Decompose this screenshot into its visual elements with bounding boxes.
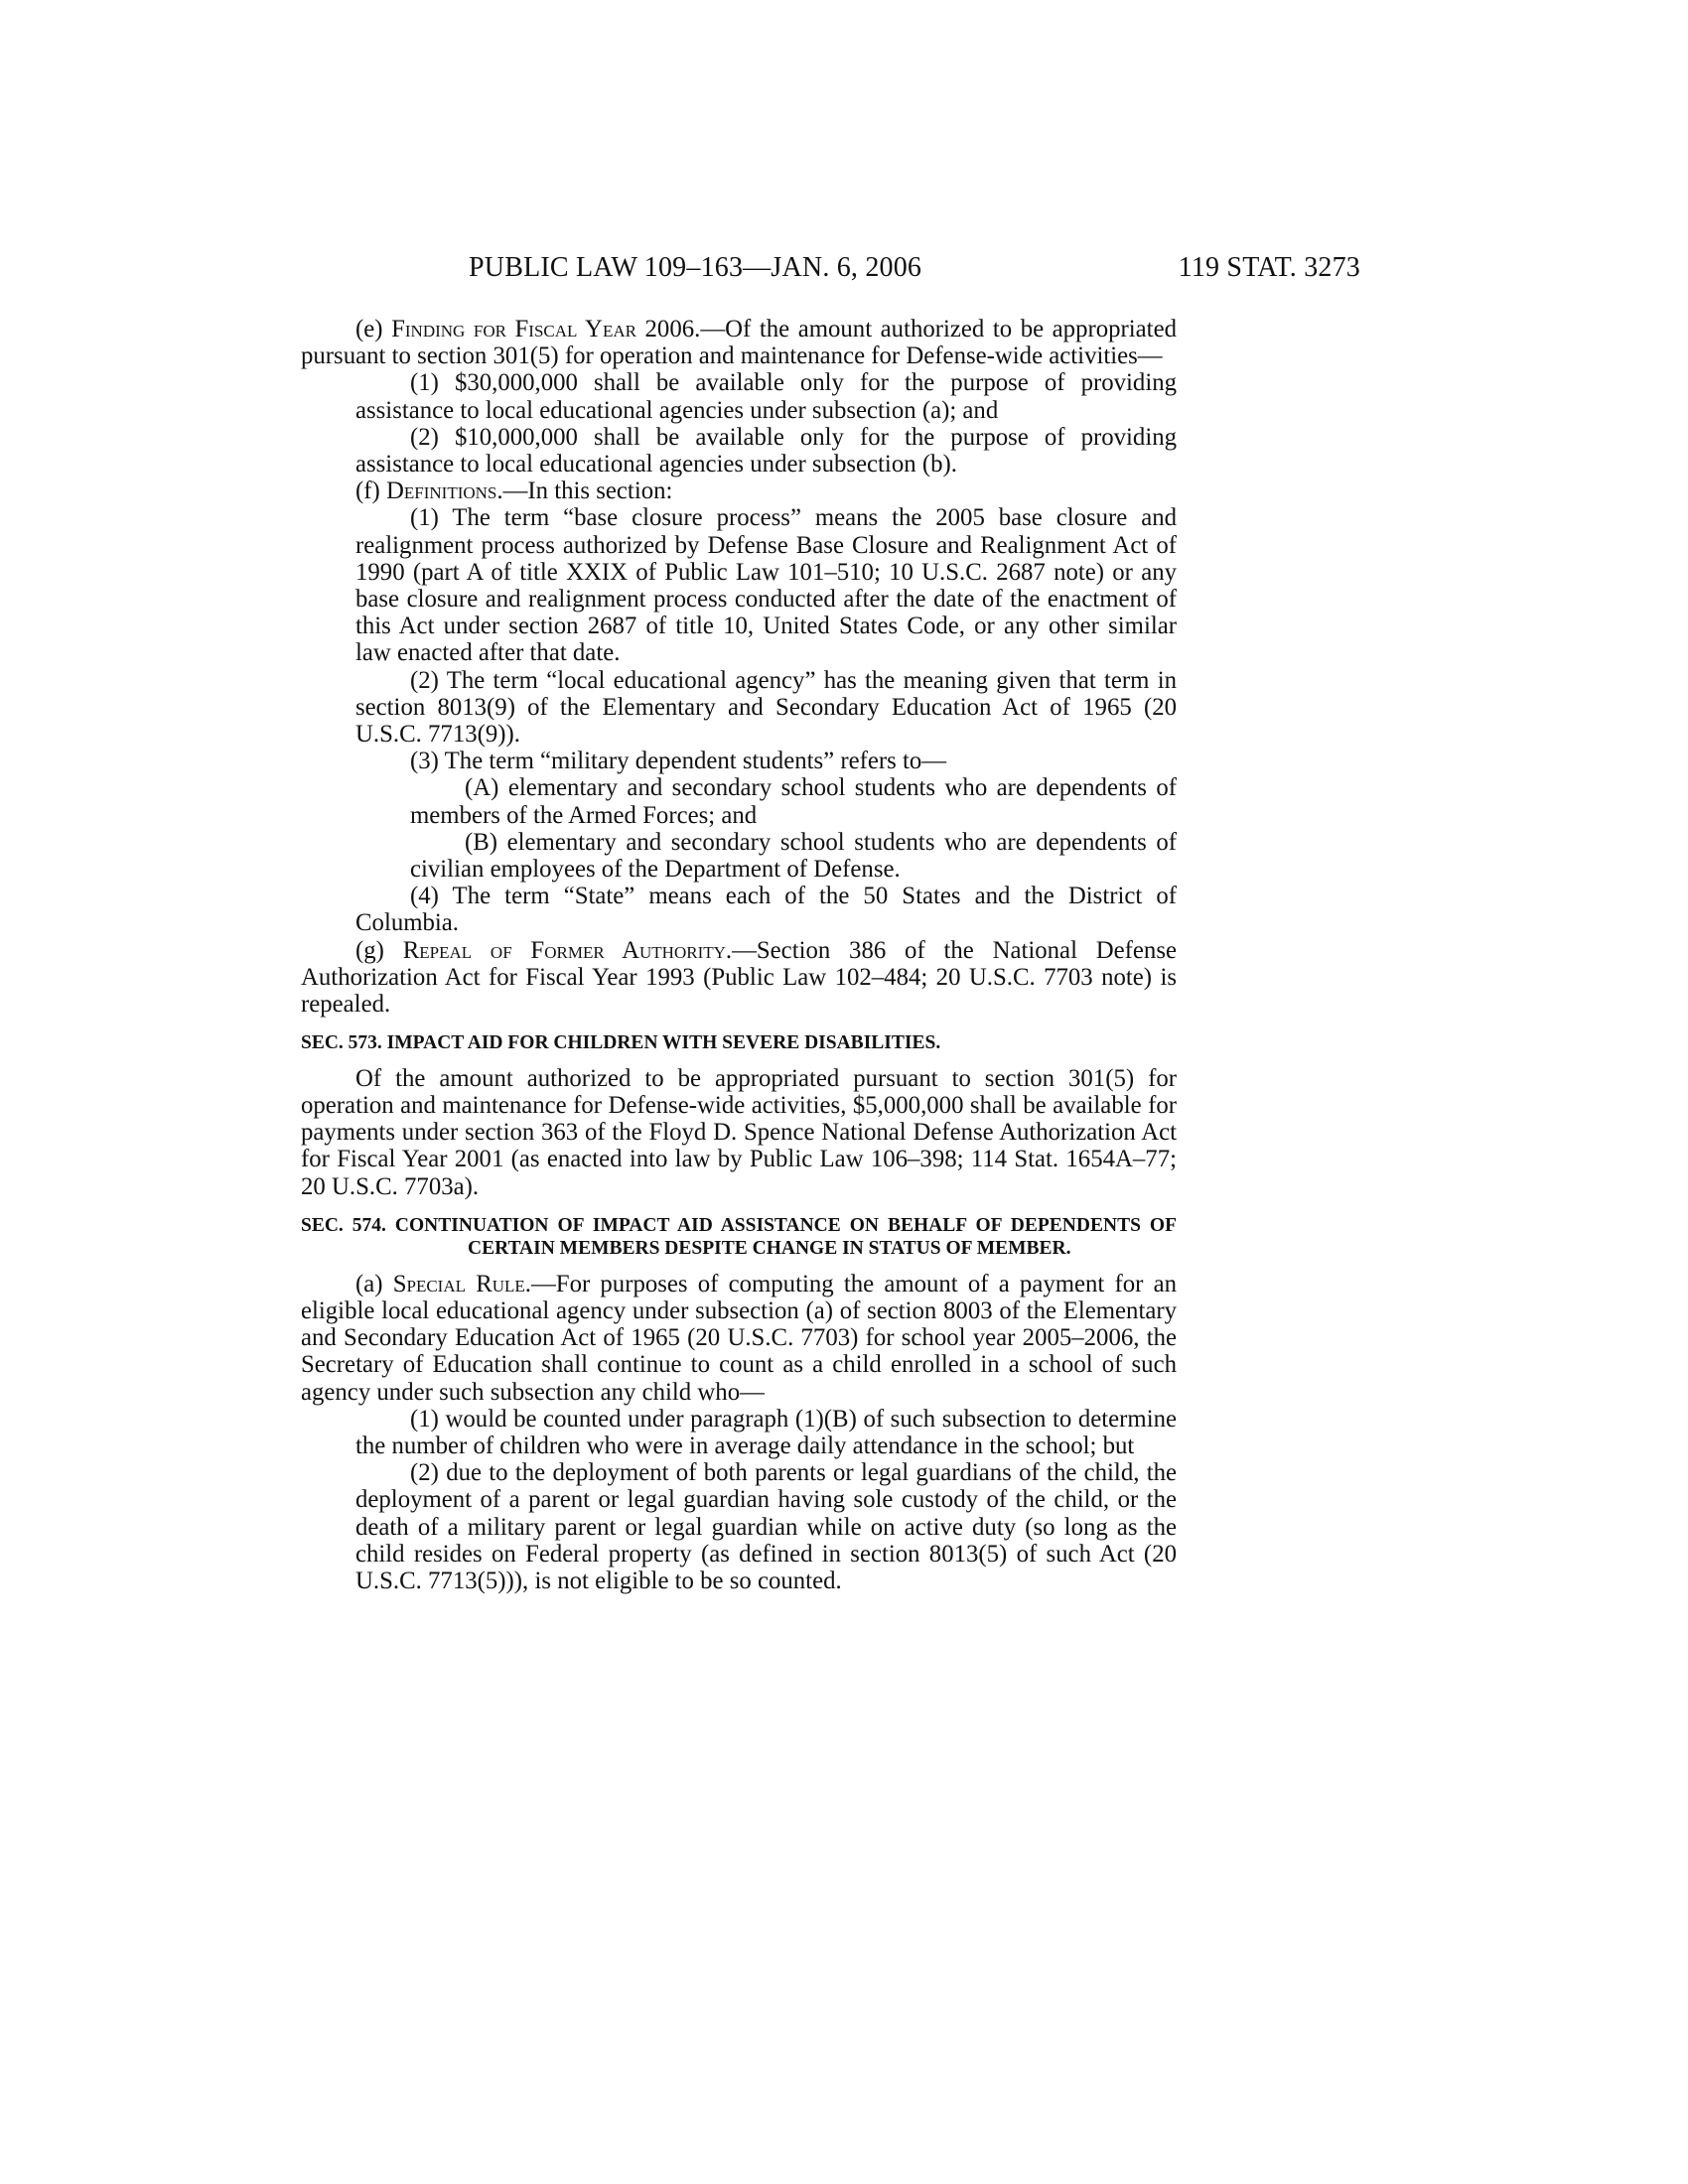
subsection-g-lead: (g) [355,936,403,964]
subsection-f-heading: Definitions [385,478,497,505]
subsection-e [301,316,1177,369]
subparagraph-f3b: (B) elementary and secondary school students who are dependents of civilian employees of the Department of Defense. [410,828,1177,884]
subsection-e-lead: (e) [355,316,392,342]
paragraph-a2: (2) due to the deployment of both parents or legal guardians of the child, the deployment of a parent or legal guardian having sole custody of the child, or the death of a military parent or legal guardian while on active duty (so long as the child resides on Federal property (as defined in section 8013(5) of such Act (20 U.S.C. 7713(5))), is not eligible to be so counted. [355,1459,1177,1595]
subsection-e-text: 2006.—Of the amount authorized to be appropriated pursuant to section 301(5) for operation and maintenance for Defense-wide activities— [301,316,1177,370]
subsection-a-text: .—For purposes of computing the amount of a payment for an eligible local educational agency under subsection (a) of section 8003 of the Elementary and Secondary Education Act of 1965 (20 U.S.C. 7703) for school year 2005–2006, the Secretary of Education shall continue to count as a child enrolled in a school of such agency under such subsection any child who— [301,1270,1177,1406]
paragraph-a1: (1) would be counted under paragraph (1)(B) of such subsection to determine the number of children who were in average daily attendance in the school; but [355,1405,1177,1460]
subparagraph-f3a: (A) elementary and secondary school students who are dependents of members of the Armed Forces; and [410,774,1177,829]
subsection-a-heading: Special Rule [392,1270,525,1297]
subsection-g-heading: Repeal of Former Authority [402,936,726,964]
section-574-heading: SEC. 574. CONTINUATION OF IMPACT AID ASSISTANCE ON BEHALF OF DEPENDENTS OF CERTAIN MEMBERS DESPITE CHANGE IN STATUS OF MEMBER. [301,1214,1177,1260]
subsection-g-text: .—Section 386 of the National Defense Authorization Act for Fiscal Year 1993 (Public Law 102–484; 20 U.S.C. 7703 note) is repealed. [301,936,1177,1019]
subsection-a-lead: (a) [355,1270,393,1297]
subsection-f-text: .—In this section: [496,478,673,505]
statute-page-number: 119 STAT. 3273 [1178,252,1360,283]
paragraph-f3: (3) The term “military dependent students” refers to— [410,748,947,775]
paragraph-f2: (2) The term “local educational agency” has the meaning given that term in section 8013(9) of the Elementary and Secondary Education Act of 1965 (20 U.S.C. 7713(9)). [355,666,1177,749]
subsection-f [301,478,1177,504]
section-573-heading: SEC. 573. IMPACT AID FOR CHILDREN WITH SEVERE DISABILITIES. [301,1032,941,1054]
paragraph-e2: (2) $10,000,000 shall be available only for the purpose of providing assistance to local educational agencies under subsection (b). [355,423,1177,478]
paragraph-e1: (1) $30,000,000 shall be available only for the purpose of providing assistance to local educational agencies under subsection (a); and [355,369,1177,424]
running-title: PUBLIC LAW 109–163—JAN. 6, 2006 [469,252,922,283]
document-body [301,316,1177,1594]
subsection-a [301,1271,1177,1406]
paragraph-f4: (4) The term “State” means each of the 50 States and the District of Columbia. [355,883,1177,937]
subsection-f-lead: (f) [355,478,386,505]
subsection-e-heading: Finding for Fiscal Year [391,316,636,342]
paragraph-f1: (1) The term “base closure process” means the 2005 base closure and realignment process authorized by Defense Base Closure and Realignment Act of 1990 (part A of title XXIX of Public Law 101–510; 10 U.S.C. 2687 note) or any base closure and realignment process conducted after the date of the enactment of this Act under section 2687 of title 10, United States Code, or any other similar law enacted after that date. [355,504,1177,667]
section-573-text: Of the amount authorized to be appropriated pursuant to section 301(5) for operation and maintenance for Defense-wide activities, $5,000,000 shall be available for payments under section 363 of the Floyd D. Spence National Defense Authorization Act for Fiscal Year 2001 (as enacted into law by Public Law 106–398; 114 Stat. 1654A–77; 20 U.S.C. 7703a). [301,1064,1177,1200]
subsection-g [301,937,1177,1019]
page-header [0,252,1688,292]
